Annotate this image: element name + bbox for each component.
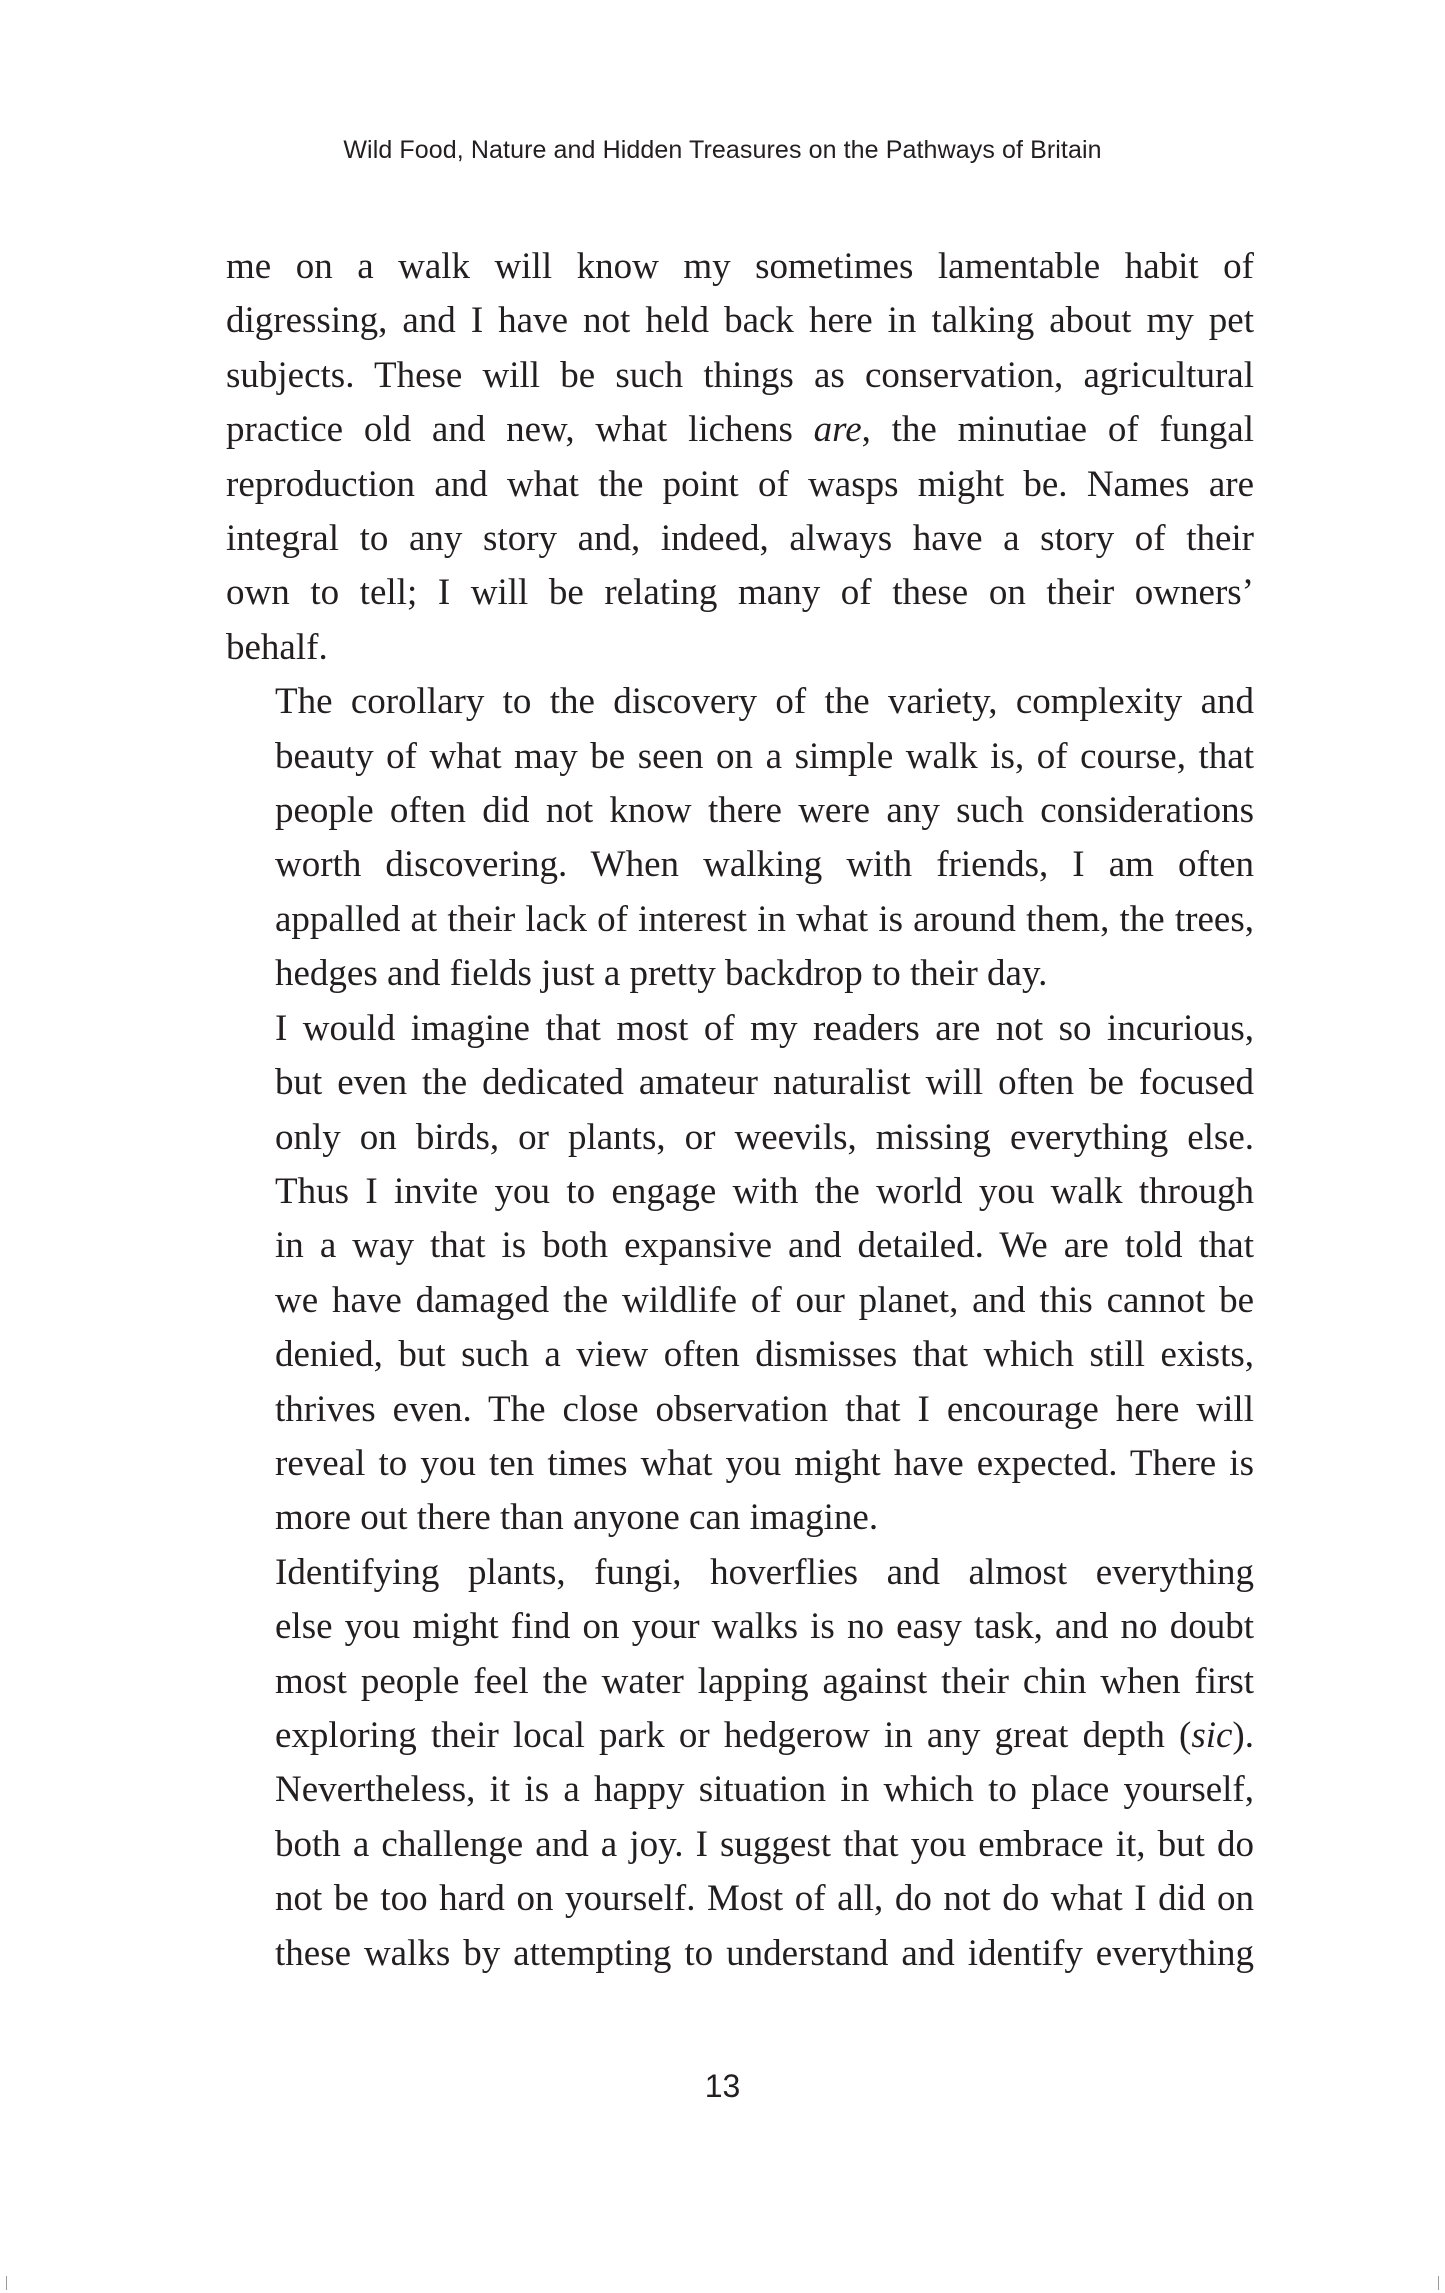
text-line [226,1709,1254,1763]
text-line: these walks by attempting to understand and identify everything [275,1932,1254,1974]
italic-word: sic [1191,1714,1233,1756]
text-line: denied, but such a view often dismisses that which still exists, [275,1334,1254,1376]
text-line [226,403,1254,457]
page-number: 13 [704,2068,741,2104]
text-fragment: ). [1232,1714,1254,1756]
text-line: in a way that is both expansive and detailed. We are told that [275,1225,1254,1267]
crop-mark-right [1438,2276,1439,2290]
text-line: own to tell; I will be relating many of these on their owners’ [226,572,1254,614]
text-line: worth discovering. When walking with friends, I am often [275,844,1254,886]
running-head: Wild Food, Nature and Hidden Treasures on the Pathways of Britain [343,136,1102,164]
text-line: integral to any story and, indeed, always have a story of their [226,518,1254,560]
text-line: thrives even. The close observation that I encourage here will [275,1388,1254,1430]
italic-word: are [813,409,862,451]
body-text [226,240,1254,1981]
text-line: Nevertheless, it is a happy situation in which to place yourself, [275,1769,1254,1811]
text-line: but even the dedicated amateur naturalist will often be focused [275,1062,1254,1104]
paragraph-2 [226,675,1254,1001]
text-fragment: practice old and new, what lichens [226,409,814,451]
text-line: subjects. These will be such things as conservation, agricultural [226,354,1254,396]
text-line: digressing, and I have not held back here in talking about my pet [226,300,1254,342]
text-line: Identifying plants, fungi, hoverflies and almost everything [275,1551,1254,1593]
text-fragment: , the minutiae of fungal [861,409,1254,451]
paragraph-1 [226,240,1254,675]
text-line: me on a walk will know my sometimes lamentable habit of [226,246,1254,287]
text-line: we have damaged the wildlife of our planet, and this cannot be [275,1279,1254,1321]
text-line: I would imagine that most of my readers are not so incurious, [275,1007,1254,1049]
text-line: people often did not know there were any such considerations [275,790,1254,832]
text-line: beauty of what may be seen on a simple walk is, of course, that [275,735,1254,777]
text-fragment: exploring their local park or hedgerow in any great depth ( [275,1714,1192,1756]
crop-mark-left [6,2276,7,2290]
text-line: not be too hard on yourself. Most of all, do not do what I did on [275,1878,1254,1920]
text-line: reproduction and what the point of wasps might be. Names are [226,463,1254,505]
text-line: The corollary to the discovery of the variety, complexity and [275,681,1254,723]
text-line: else you might find on your walks is no easy task, and no doubt [275,1606,1254,1648]
text-line: Thus I invite you to engage with the world you walk through [275,1170,1254,1212]
text-line: hedges and fields just a pretty backdrop to their day. [275,953,1048,995]
text-line: both a challenge and a joy. I suggest that you embrace it, but do [275,1823,1254,1865]
paragraph-3 [226,1002,1254,1546]
text-line: most people feel the water lapping against their chin when first [275,1660,1254,1702]
text-line: appalled at their lack of interest in what is around them, the trees, [275,898,1254,940]
paragraph-4 [226,1546,1254,1981]
text-line: reveal to you ten times what you might have expected. There is [275,1442,1254,1484]
text-line: more out there than anyone can imagine. [275,1497,879,1539]
text-line: behalf. [226,626,328,668]
text-line: only on birds, or plants, or weevils, missing everything else. [275,1116,1254,1158]
